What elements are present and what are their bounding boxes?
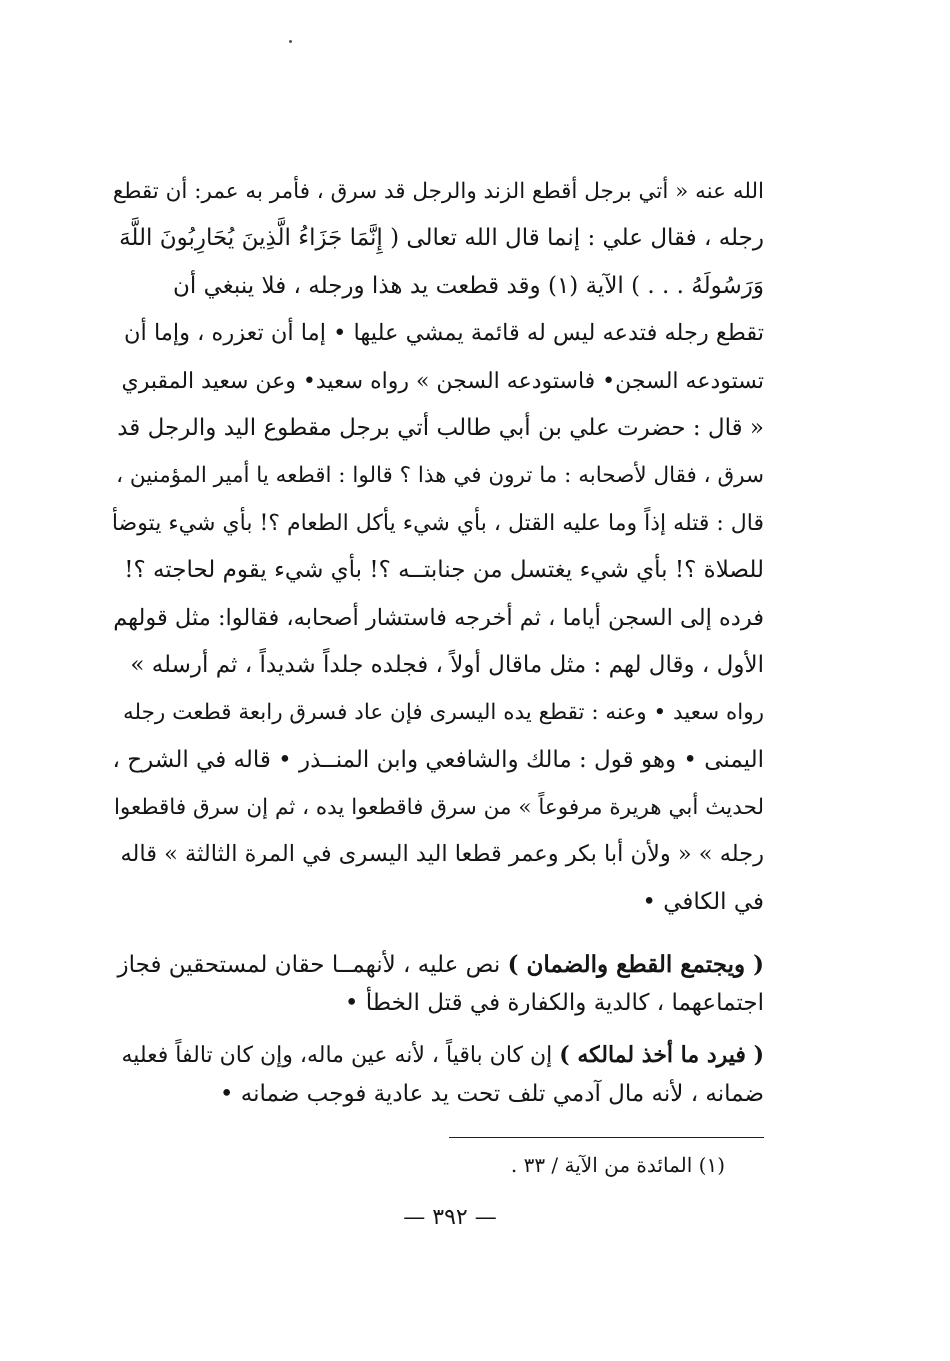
text-line: الأول ، وقال لهم : مثل ماقال أولاً ، فجلده جلداً شديداً ، ثم أرسله » (130, 651, 764, 678)
text-line: سرق ، فقال لأصحابه : ما ترون في هذا ؟ قالوا : اقطعه يا أمير المؤمنين ، (116, 463, 764, 489)
text-line: في الكافي • (642, 888, 764, 915)
main-paragraph (112, 168, 764, 926)
text-line: فرده إلى السجن أياما ، ثم أخرجه فاستشار أصحابه، فقالوا: مثل قولهم (113, 604, 764, 631)
text-line: رجله » « ولأن أبا بكر وعمر قطعا اليد اليسرى في المرة الثالثة » قاله (120, 841, 764, 868)
scan-speck (289, 40, 292, 43)
matn-heading: ( ويجتمع القطع والضمان ) (507, 951, 764, 978)
text-line (112, 945, 764, 984)
text-line: اليمنى • وهو قول : مالك والشافعي وابن المنــذر • قاله في الشرح ، (112, 746, 764, 773)
text-line: وَرَسُولَهُ . . . ) الآية (١) وقد قطعت يد هذا ورجله ، فلا ينبغي أن (173, 272, 764, 299)
text-line (112, 1036, 764, 1075)
text-line: الله عنه « أتي برجل أقطع الزند والرجل قد سرق ، فأمر به عمر: أن تقطع (112, 179, 764, 204)
text-line: رجله ، فقال علي : إنما قال الله تعالى ( إِنَّمَا جَزَاءُ الَّذِينَ يُحَارِبُونَ اللَّهَ (119, 225, 764, 252)
text-line: تستودعه السجن• فاستودعه السجن » رواه سعيد• وعن سعيد المقبري (121, 368, 764, 394)
paragraph-return-to-owner (112, 1036, 764, 1114)
text-line: اجتماعهما ، كالدية والكفارة في قتل الخطأ • (344, 990, 764, 1016)
text-line: ضمانه ، لأنه مال آدمي تلف تحت يد عادية فوجب ضمانه • (219, 1081, 764, 1107)
matn-heading: ( فيرد ما أخذ لمالكه ) (559, 1042, 764, 1068)
text-line: لحديث أبي هريرة مرفوعاً » من سرق فاقطعوا يده ، ثم إن سرق فاقطعوا (113, 795, 764, 821)
page-number: — ٣٩٢ — (403, 1205, 497, 1230)
paragraph-theft-and-liability (112, 945, 764, 1023)
footnote: (١) المائدة من الآية / ٣٣ . (510, 1153, 725, 1177)
text-line: « قال : حضرت علي بن أبي طالب أتي برجل مقطوع اليد والرجل قد (117, 414, 764, 441)
text-line: للصلاة ؟! بأي شيء يغتسل من جنابتــه ؟! بأي شيء يقوم لحاجته ؟! (124, 557, 764, 584)
text-line: قال : قتله إذاً وما عليه القتل ، بأي شيء يأكل الطعام ؟! بأي شيء يتوضأ (112, 510, 764, 536)
commentary-text: إن كان باقياً ، لأنه عين ماله، وإن كان تالفاً فعليه (121, 1043, 560, 1068)
text-line: تقطع رجله فتدعه ليس له قائمة يمشي عليها • إما أن تعزره ، وإما أن (124, 320, 764, 347)
footnote-divider (449, 1137, 764, 1138)
text-line: رواه سعيد • وعنه : تقطع يده اليسرى فإن عاد فسرق رابعة قطعت رجله (122, 700, 764, 726)
commentary-text: نص عليه ، لأنهمــا حقان لمستحقين فجاز (117, 952, 508, 978)
